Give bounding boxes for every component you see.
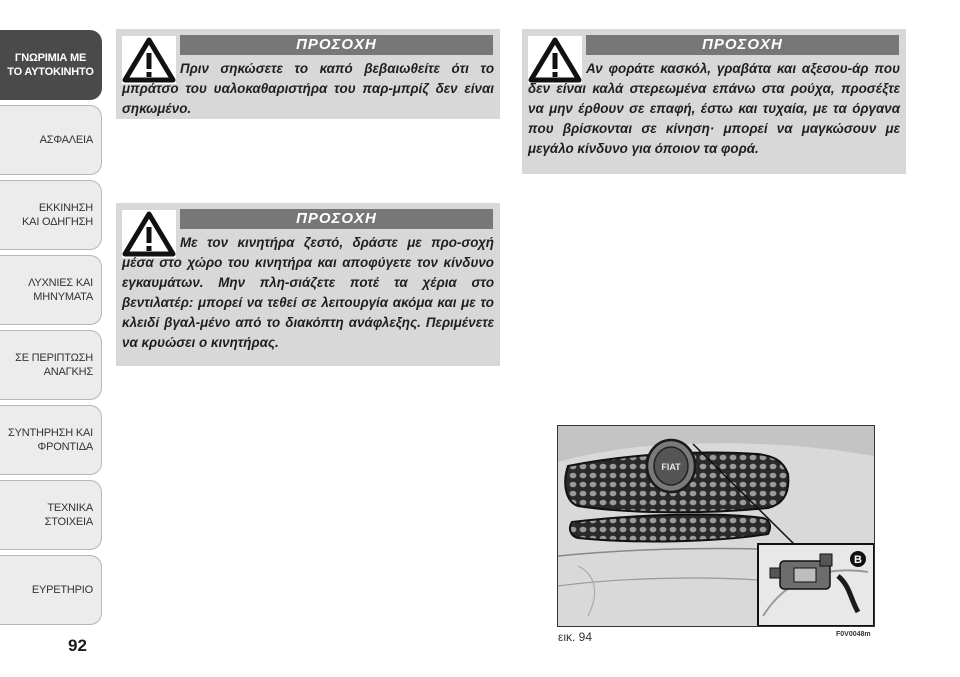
warning-box-wiper	[116, 29, 500, 119]
warning-title: ΠΡΟΣΟΧΗ	[180, 35, 493, 55]
tab-technical-specifications[interactable]: ΤΕΧΝΙΚΑ ΣΤΟΙΧΕΙΑ	[0, 480, 102, 550]
page-number: 92	[68, 636, 87, 655]
warning-title: ΠΡΟΣΟΧΗ	[586, 35, 899, 55]
warning-title: ΠΡΟΣΟΧΗ	[180, 209, 493, 229]
figure-code: F0V0048m	[836, 631, 871, 638]
tab-index[interactable]: ΕΥΡΕΤΗΡΙΟ	[0, 555, 102, 625]
figure-bonnet-release	[557, 425, 875, 627]
warning-box-hot-engine	[116, 203, 500, 366]
tab-starting-and-driving[interactable]: ΕΚΚΙΝΗΣΗ ΚΑΙ ΟΔΗΓΗΣΗ	[0, 180, 102, 250]
tab-servicing-and-care[interactable]: ΣΥΝΤΗΡΗΣΗ ΚΑΙ ΦΡΟΝΤΙΔΑ	[0, 405, 102, 475]
fiat-emblem: FIAT	[661, 462, 681, 472]
tab-getting-to-know-the-car[interactable]: ΓΝΩΡΙΜΙΑ ΜΕ ΤΟ ΑΥΤΟΚΙΝΗΤΟ	[0, 30, 102, 100]
tab-safety[interactable]: ΑΣΦΑΛΕΙΑ	[0, 105, 102, 175]
tab-warning-lights-and-messages[interactable]: ΛΥΧΝΙΕΣ ΚΑΙ ΜΗΝΥΜΑΤΑ	[0, 255, 102, 325]
figure-caption: εικ. 94	[558, 630, 593, 644]
car-grille-illustration	[558, 426, 874, 626]
callout-label: B	[854, 554, 862, 566]
tab-in-an-emergency[interactable]: ΣΕ ΠΕΡΙΠΤΩΣΗ ΑΝΑΓΚΗΣ	[0, 330, 102, 400]
warning-box-loose-clothing	[522, 29, 906, 174]
warning-text: Αν φοράτε κασκόλ, γραβάτα και αξεσου-άρ που δεν είναι καλά στερεωμένα επάνω στα ρούχα, προσέξτε να μην έρθουν σε επαφή, έστω και τυχαία, με τα όργανα που βρίσκονται σε κίνηση· μπορεί να μαγκώσουν με μεγάλο κίνδυνο για όποιον τα φορά.	[528, 61, 900, 156]
warning-text: Πριν σηκώσετε το καπό βεβαιωθείτε ότι το μπράτσο του υαλοκαθαριστήρα του παρ-μπρίζ δεν είναι σηκωμένο.	[122, 61, 494, 116]
warning-text: Με τον κινητήρα ζεστό, δράστε με προ-σοχή μέσα στο χώρο του κινητήρα και αποφύγετε τον κίνδυνο εγκαυμάτων. Μην πλη-σιάζετε ποτέ τα χέρια στο βεντιλατέρ: μπορεί να τεθεί σε λειτουργία ακόμα και με το κλειδί βγαλ-μένο από το διακόπτη ανάφλεξης. Περιμένετε να κρυώσει ο κινητήρας.	[122, 235, 494, 350]
